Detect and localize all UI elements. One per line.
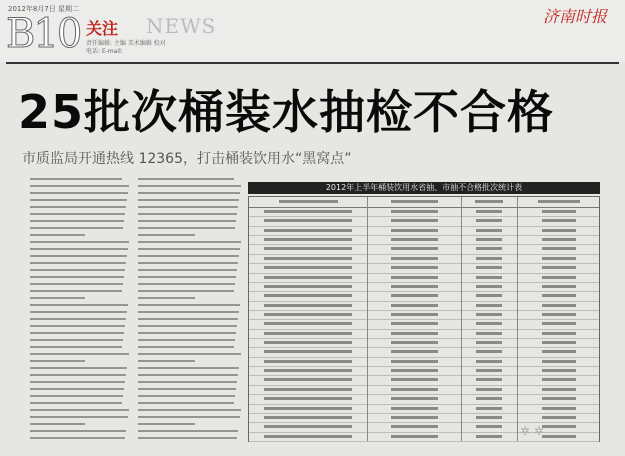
table-cell	[542, 407, 576, 410]
text-line	[138, 437, 237, 439]
text-line	[138, 374, 238, 376]
table-cell	[476, 210, 501, 213]
text-line	[138, 290, 234, 292]
text-line	[138, 213, 237, 215]
table-cell	[542, 332, 576, 335]
text-line	[138, 276, 236, 278]
text-line	[138, 178, 234, 180]
table-cell	[542, 257, 576, 260]
header-divider	[6, 62, 619, 64]
text-line	[30, 178, 122, 180]
table-cell	[264, 332, 353, 335]
table-row	[249, 245, 599, 254]
text-line	[138, 423, 195, 425]
table-cell	[391, 210, 438, 213]
table-row	[249, 423, 599, 432]
text-line	[138, 227, 235, 229]
table-row	[249, 358, 599, 367]
table-cell	[264, 378, 353, 381]
table-cell	[476, 350, 501, 353]
table-cell	[391, 360, 438, 363]
text-line	[138, 304, 240, 306]
table-row	[249, 348, 599, 357]
table-cell	[476, 341, 501, 344]
text-line	[30, 311, 127, 313]
text-line	[30, 423, 85, 425]
editor-info	[86, 40, 166, 56]
text-line	[30, 220, 124, 222]
table-cell	[542, 210, 576, 213]
table-row	[249, 283, 599, 292]
table-cell	[542, 266, 576, 269]
table-cell	[542, 378, 576, 381]
text-line	[138, 206, 238, 208]
table-cell	[391, 388, 438, 391]
text-line	[30, 353, 129, 355]
table-cell	[542, 425, 576, 428]
article-body	[30, 178, 242, 444]
table-cell	[542, 229, 576, 232]
table-column-divider	[367, 197, 368, 441]
table-cell	[264, 276, 353, 279]
table-row	[249, 302, 599, 311]
table-cell	[476, 369, 501, 372]
table-cell	[391, 238, 438, 241]
table-cell	[542, 322, 576, 325]
table-cell	[476, 229, 501, 232]
text-line	[138, 409, 241, 411]
table-cell	[391, 304, 438, 307]
table-row	[249, 292, 599, 301]
table-header-cell	[391, 200, 438, 203]
headline: 25批次桶装水抽检不合格	[18, 85, 555, 139]
table-row	[249, 386, 599, 395]
table-cell	[264, 397, 353, 400]
table-cell	[542, 341, 576, 344]
text-line	[30, 409, 129, 411]
table-cell	[391, 294, 438, 297]
section-title-en: NEWS	[146, 14, 217, 38]
table-header-row	[249, 197, 599, 208]
text-line	[30, 367, 127, 369]
table-row	[249, 320, 599, 329]
table-row	[249, 405, 599, 414]
text-line	[30, 199, 127, 201]
text-line	[30, 213, 125, 215]
text-line	[30, 297, 85, 299]
text-line	[138, 241, 241, 243]
data-table	[248, 196, 600, 442]
table-cell	[264, 435, 353, 438]
table-cell	[264, 238, 353, 241]
table-cell	[542, 313, 576, 316]
text-line	[138, 220, 236, 222]
table-cell	[391, 313, 438, 316]
text-line	[30, 339, 123, 341]
table-cell	[391, 416, 438, 419]
text-line	[138, 199, 239, 201]
table-cell	[476, 285, 501, 288]
table-cell	[476, 313, 501, 316]
text-line	[30, 283, 123, 285]
text-line	[30, 332, 124, 334]
table-cell	[264, 266, 353, 269]
table-title: 2012年上半年桶装饮用水省抽、市抽不合格批次统计表	[248, 182, 600, 194]
text-line	[138, 430, 238, 432]
table-cell	[264, 257, 353, 260]
text-line	[30, 318, 126, 320]
table-cell	[542, 350, 576, 353]
table-cell	[542, 397, 576, 400]
text-line	[30, 234, 85, 236]
text-line	[30, 360, 85, 362]
text-line	[30, 262, 126, 264]
table-cell	[391, 257, 438, 260]
text-line	[138, 234, 195, 236]
table-row	[249, 311, 599, 320]
newspaper-logo: 济南时报	[542, 7, 607, 26]
table-header-cell	[538, 200, 580, 203]
table-cell	[476, 397, 501, 400]
table-cell	[264, 388, 353, 391]
table-row	[249, 236, 599, 245]
table-cell	[264, 350, 353, 353]
table-cell	[391, 397, 438, 400]
text-line	[30, 290, 122, 292]
text-line	[30, 241, 129, 243]
table-cell	[476, 247, 501, 250]
section-title: 关注	[86, 19, 119, 38]
table-cell	[391, 266, 438, 269]
table-cell	[391, 285, 438, 288]
table-cell	[391, 378, 438, 381]
text-line	[138, 339, 235, 341]
text-line	[30, 276, 124, 278]
text-line	[138, 248, 240, 250]
table-cell	[264, 322, 353, 325]
editor-info-line: 电话: E-mail:	[86, 48, 123, 55]
table-row	[249, 414, 599, 423]
table-header-cell	[279, 200, 338, 203]
table-cell	[476, 294, 501, 297]
table-cell	[264, 285, 353, 288]
table-row	[249, 376, 599, 385]
table-cell	[264, 294, 353, 297]
text-line	[30, 269, 125, 271]
page-number: B10	[6, 11, 81, 57]
table-cell	[391, 435, 438, 438]
text-column	[138, 178, 242, 444]
table-row	[249, 217, 599, 226]
table-cell	[476, 276, 501, 279]
text-line	[30, 248, 128, 250]
text-line	[30, 430, 126, 432]
text-line	[138, 192, 240, 194]
table-cell	[476, 257, 501, 260]
table-cell	[391, 332, 438, 335]
text-line	[30, 304, 128, 306]
table-cell	[476, 332, 501, 335]
table-cell	[476, 416, 501, 419]
table-cell	[391, 276, 438, 279]
table-cell	[476, 322, 501, 325]
table-cell	[476, 266, 501, 269]
table-row	[249, 264, 599, 273]
table-cell	[391, 425, 438, 428]
table-cell	[542, 276, 576, 279]
text-line	[30, 388, 124, 390]
text-line	[138, 318, 238, 320]
table-cell	[391, 407, 438, 410]
table-row	[249, 330, 599, 339]
table-cell	[476, 435, 501, 438]
table-cell	[542, 219, 576, 222]
table-cell	[264, 304, 353, 307]
table-cell	[391, 322, 438, 325]
table-cell	[264, 341, 353, 344]
text-line	[138, 269, 237, 271]
text-line	[138, 311, 239, 313]
text-line	[30, 185, 129, 187]
text-line	[138, 416, 240, 418]
table-cell	[542, 435, 576, 438]
text-line	[30, 255, 127, 257]
table-row	[249, 395, 599, 404]
text-line	[30, 437, 125, 439]
issue-date: 2012年8月7日 星期二	[8, 5, 79, 13]
text-line	[138, 367, 239, 369]
text-line	[30, 206, 126, 208]
text-line	[138, 353, 241, 355]
table-cell	[264, 219, 353, 222]
table-cell	[542, 416, 576, 419]
text-line	[138, 262, 238, 264]
table-cell	[476, 378, 501, 381]
table-cell	[264, 360, 353, 363]
text-line	[30, 395, 123, 397]
table-cell	[542, 360, 576, 363]
table-row	[249, 433, 599, 442]
text-line	[138, 388, 236, 390]
page-header	[0, 0, 625, 62]
text-line	[138, 346, 234, 348]
table-cell	[264, 407, 353, 410]
table-cell	[542, 238, 576, 241]
table-cell	[542, 285, 576, 288]
text-line	[30, 416, 128, 418]
table-cell	[264, 425, 353, 428]
table-cell	[264, 247, 353, 250]
table-cell	[476, 425, 501, 428]
table-header-cell	[475, 200, 503, 203]
table-cell	[542, 388, 576, 391]
text-line	[138, 185, 241, 187]
table-cell	[542, 247, 576, 250]
table-row	[249, 367, 599, 376]
table-row	[249, 339, 599, 348]
table-cell	[391, 247, 438, 250]
text-line	[30, 346, 122, 348]
table-cell	[264, 369, 353, 372]
table-body	[249, 208, 599, 442]
text-line	[138, 255, 239, 257]
table-row	[249, 208, 599, 217]
text-line	[138, 395, 235, 397]
table-cell	[391, 350, 438, 353]
table-cell	[542, 304, 576, 307]
table-cell	[391, 219, 438, 222]
table-cell	[391, 369, 438, 372]
text-line	[138, 297, 195, 299]
text-column	[30, 178, 130, 444]
table-cell	[476, 304, 501, 307]
table-cell	[476, 388, 501, 391]
table-cell	[476, 407, 501, 410]
text-line	[138, 283, 235, 285]
table-cell	[476, 360, 501, 363]
table-row	[249, 274, 599, 283]
table-cell	[264, 229, 353, 232]
table-cell	[391, 229, 438, 232]
text-line	[138, 332, 236, 334]
text-line	[30, 325, 125, 327]
subheadline: 市质监局开通热线 12365，打击桶装饮用水“黑窝点”	[22, 151, 352, 167]
text-line	[30, 402, 122, 404]
text-line	[138, 402, 234, 404]
editor-info-line: 责任编辑: 主编 美术编辑 校对	[86, 40, 166, 47]
text-line	[138, 325, 237, 327]
table-column-divider	[517, 197, 518, 441]
table-cell	[476, 219, 501, 222]
text-line	[30, 374, 126, 376]
watermark: ✲ ✲	[520, 424, 544, 438]
text-line	[138, 360, 195, 362]
table-cell	[264, 416, 353, 419]
text-line	[30, 227, 123, 229]
table-cell	[476, 238, 501, 241]
text-line	[30, 381, 125, 383]
text-line	[30, 192, 128, 194]
table-cell	[542, 369, 576, 372]
table-column-divider	[461, 197, 462, 441]
table-cell	[542, 294, 576, 297]
table-row	[249, 227, 599, 236]
table-cell	[391, 341, 438, 344]
text-line	[138, 381, 237, 383]
table-cell	[264, 210, 353, 213]
table-row	[249, 255, 599, 264]
table-cell	[264, 313, 353, 316]
